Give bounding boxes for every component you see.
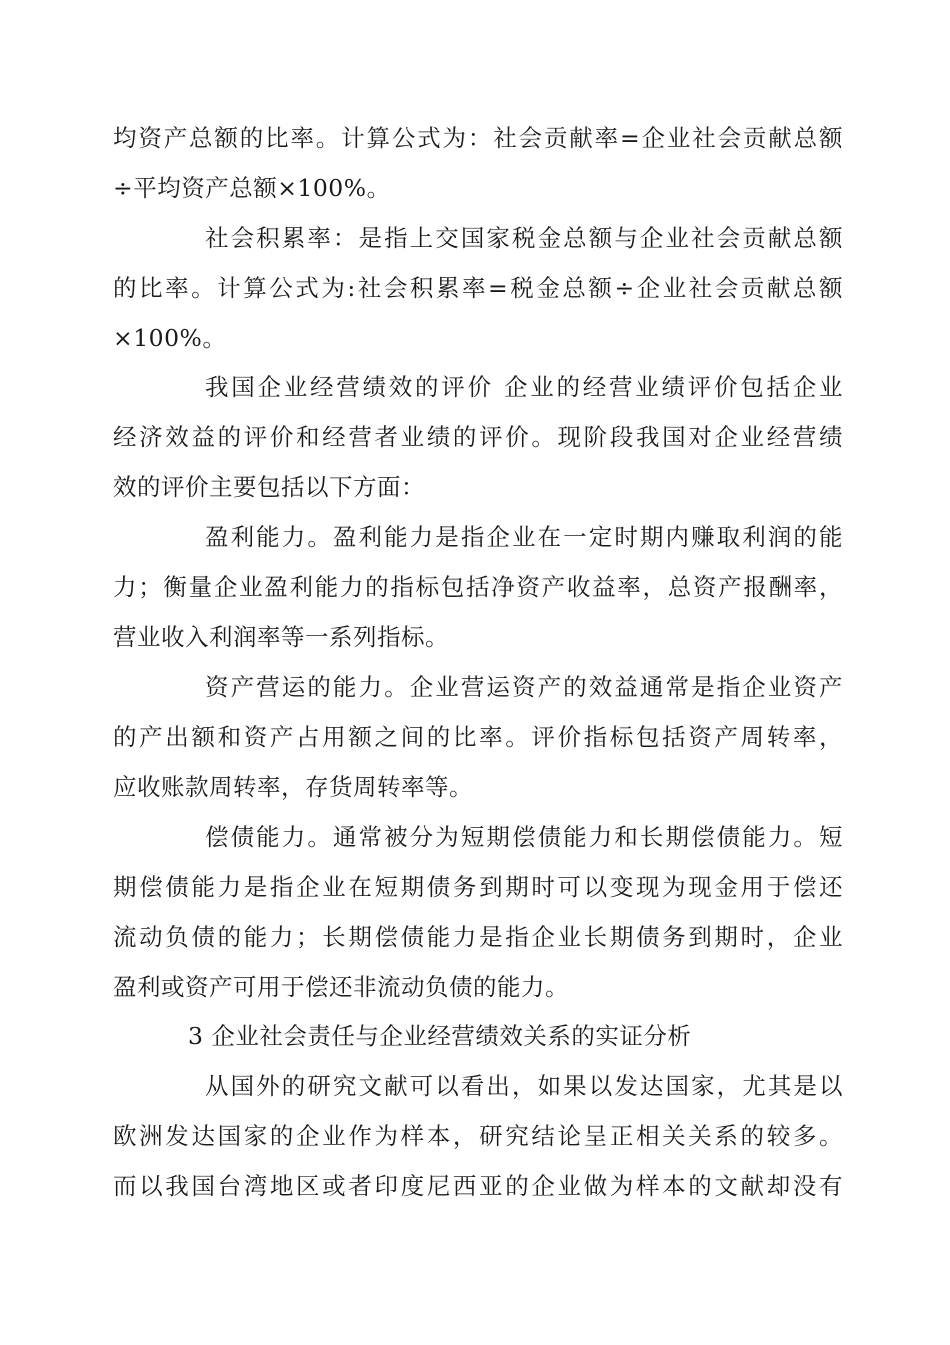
paragraph-first-line: 盈利能力。盈利能力是指企业在一定时期内赚取利润的能 xyxy=(205,523,843,551)
text-line: 欧洲发达国家的企业作为样本，研究结论呈正相关关系的较多。 xyxy=(113,1122,843,1150)
text-line: 营业收入利润率等一系列指标。 xyxy=(113,623,449,651)
paragraph-first-line: 社会积累率：是指上交国家税金总额与企业社会贡献总额 xyxy=(205,224,843,252)
paragraph-first-line: 偿债能力。通常被分为短期偿债能力和长期偿债能力。短 xyxy=(205,823,843,851)
text-line: 盈利或资产可用于偿还非流动负债的能力。 xyxy=(113,973,569,1001)
text-line: 而以我国台湾地区或者印度尼西亚的企业做为样本的文献却没有 xyxy=(113,1172,843,1200)
text-line: ÷平均资产总额×100%。 xyxy=(113,174,391,202)
text-line: 均资产总额的比率。计算公式为：社会贡献率=企业社会贡献总额 xyxy=(113,124,843,152)
text-line: 的产出额和资产占用额之间的比率。评价指标包括资产周转率， xyxy=(113,723,843,751)
text-line: 效的评价主要包括以下方面： xyxy=(113,473,425,501)
text-line: 力；衡量企业盈利能力的指标包括净资产收益率，总资产报酬率， xyxy=(113,573,843,601)
paragraph-first-line: 资产营运的能力。企业营运资产的效益通常是指企业资产 xyxy=(205,673,843,701)
text-line: 期偿债能力是指企业在短期债务到期时可以变现为现金用于偿还 xyxy=(113,873,843,901)
text-line: 的比率。计算公式为:社会积累率=税金总额÷企业社会贡献总额 xyxy=(113,274,843,302)
section-heading: 3 企业社会责任与企业经营绩效关系的实证分析 xyxy=(188,1022,692,1050)
text-line: 应收账款周转率，存货周转率等。 xyxy=(113,773,473,801)
text-line: 流动负债的能力；长期偿债能力是指企业长期债务到期时，企业 xyxy=(113,923,843,951)
text-line: ×100%。 xyxy=(113,324,227,352)
text-line: 经济效益的评价和经营者业绩的评价。现阶段我国对企业经营绩 xyxy=(113,423,843,451)
paragraph-first-line: 我国企业经营绩效的评价 企业的经营业绩评价包括企业 xyxy=(205,373,843,401)
paragraph-first-line: 从国外的研究文献可以看出，如果以发达国家，尤其是以 xyxy=(205,1072,843,1100)
